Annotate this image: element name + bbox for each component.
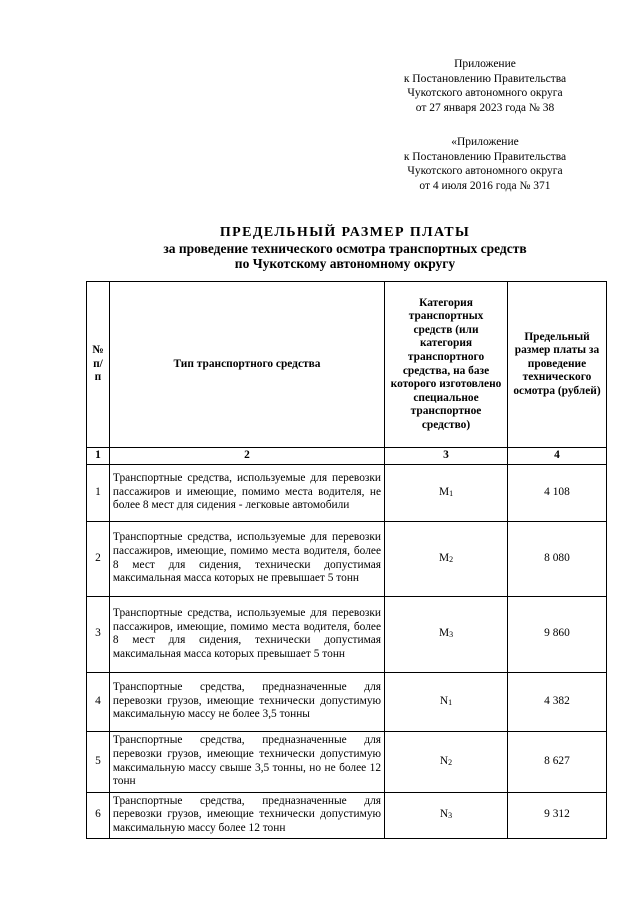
title-line2: за проведение технического осмотра транспортных средств [163, 241, 527, 256]
column-number: 3 [385, 448, 508, 465]
appendix-previous-line4: от 4 июля 2016 года № 371 [419, 179, 551, 192]
category-index: 3 [448, 811, 453, 821]
appendix-previous-line3: Чукотского автономного округа [407, 165, 563, 177]
vehicle-type: Транспортные средства, используемые для перевозки пассажиров, имеющие, помимо места водителя, более 8 мест для сидения, технически допустимая максимальная масса которых превышает 5 тонн [109, 596, 384, 672]
table-row [87, 521, 607, 596]
category-letter: N [439, 694, 449, 707]
category-index: 1 [448, 697, 453, 707]
fee-table [86, 281, 607, 839]
title-line1: ПРЕДЕЛЬНЫЙ РАЗМЕР ПЛАТЫ [219, 225, 471, 240]
max-fee: 9 312 [507, 792, 606, 838]
table-header-row [87, 282, 607, 448]
appendix-previous-line1: «Приложение [451, 136, 519, 148]
max-fee: 9 860 [507, 596, 606, 672]
row-number: 6 [87, 792, 110, 838]
title-line3: по Чукотскому автономному округу [234, 256, 456, 271]
row-number: 5 [87, 731, 110, 792]
vehicle-category [385, 521, 508, 596]
header-category: Категория транспортных средств (или категория транспортного средства, на базе которого изготовлено специальное транспортное средство) [385, 282, 508, 448]
column-number: 1 [87, 448, 110, 465]
vehicle-category [385, 672, 508, 731]
row-number: 2 [87, 521, 110, 596]
appendix-previous [370, 135, 600, 193]
header-max-fee: Предельный размер платы за проведение технического осмотра (рублей) [507, 282, 606, 448]
vehicle-category [385, 731, 508, 792]
vehicle-category [385, 464, 508, 521]
category-letter: M [438, 627, 450, 640]
max-fee: 4 382 [507, 672, 606, 731]
category-letter: M [438, 551, 450, 564]
category-letter: M [438, 485, 450, 498]
appendix-current-line4: от 27 января 2023 года № 38 [415, 101, 555, 114]
max-fee: 8 627 [507, 731, 606, 792]
document-title [80, 224, 610, 271]
vehicle-category [385, 792, 508, 838]
category-index: 2 [449, 554, 454, 564]
vehicle-type: Транспортные средства, предназначенные для перевозки грузов, имеющие технически допустимую максимальную массу более 12 тонн [109, 792, 384, 838]
table-row [87, 792, 607, 838]
row-number: 4 [87, 672, 110, 731]
appendix-current-line1: Приложение [454, 58, 516, 70]
category-index: 3 [449, 630, 454, 640]
column-number: 2 [109, 448, 384, 465]
category-letter: N [439, 754, 449, 767]
category-letter: N [439, 808, 449, 821]
appendix-previous-line2: к Постановлению Правительства [403, 150, 567, 163]
category-index: 2 [448, 757, 453, 767]
column-number-row [87, 448, 607, 465]
table-row [87, 672, 607, 731]
table-row [87, 464, 607, 521]
table-row [87, 596, 607, 672]
row-number: 3 [87, 596, 110, 672]
appendix-current-line3: Чукотского автономного округа [407, 87, 563, 99]
column-number: 4 [507, 448, 606, 465]
vehicle-type: Транспортные средства, используемые для перевозки пассажиров, имеющие, помимо места водителя, более 8 мест для сидения, технически допустимая максимальная масса которых не превышает 5 тонн [109, 521, 384, 596]
header-vehicle-type: Тип транспортного средства [109, 282, 384, 448]
category-index: 1 [449, 488, 454, 498]
max-fee: 4 108 [507, 464, 606, 521]
vehicle-type: Транспортные средства, предназначенные для перевозки грузов, имеющие технически допустимую максимальную массу не более 3,5 тонны [109, 672, 384, 731]
appendix-current [370, 57, 600, 115]
vehicle-type: Транспортные средства, предназначенные для перевозки грузов, имеющие технически допустимую максимальную массу свыше 3,5 тонны, но не более 12 тонн [109, 731, 384, 792]
table-row [87, 731, 607, 792]
header-number: № п/п [87, 282, 110, 448]
max-fee: 8 080 [507, 521, 606, 596]
appendix-current-line2: к Постановлению Правительства [403, 72, 567, 85]
vehicle-category [385, 596, 508, 672]
row-number: 1 [87, 464, 110, 521]
vehicle-type: Транспортные средства, используемые для перевозки пассажиров и имеющие, помимо места водителя, не более 8 мест для сидения - легковые автомобили [109, 464, 384, 521]
